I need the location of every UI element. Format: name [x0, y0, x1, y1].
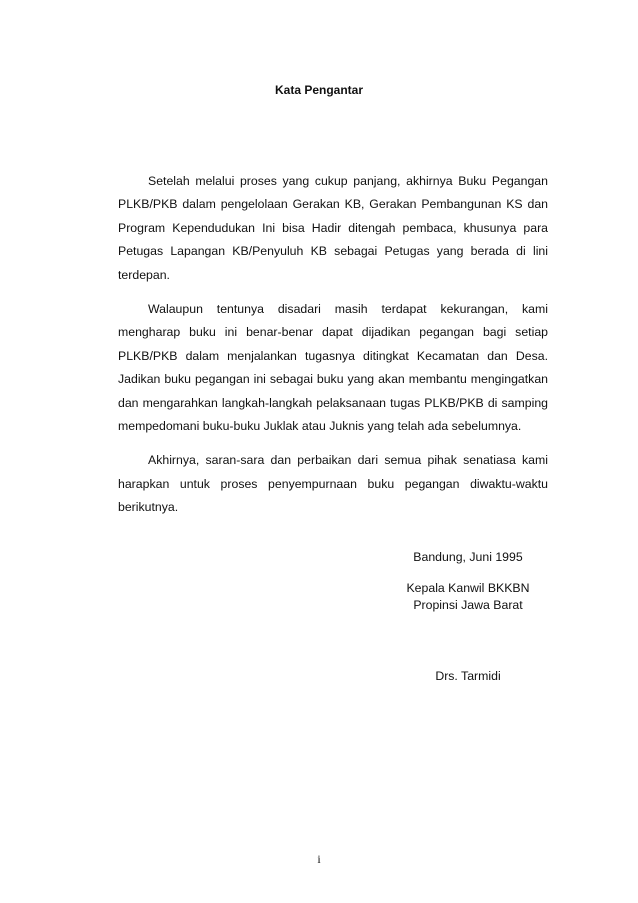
page-title: Kata Pengantar — [274, 83, 364, 97]
paragraph-1: Setelah melalui proses yang cukup panjang, akhirnya Buku Pegangan PLKB/PKB dalam pengelolaan Gerakan KB, Gerakan Pembangunan KS dan Program Kependudukan Ini bisa Hadir ditengah pembaca, khusunya para Petugas Lapangan KB/Penyuluh KB sebagai Petugas yang berada di lini terdepan. — [118, 174, 548, 282]
signature-position — [398, 580, 538, 614]
signature-position-line2: Propinsi Jawa Barat — [413, 598, 523, 612]
signature-name: Drs. Tarmidi — [435, 669, 501, 683]
body-text — [118, 170, 548, 531]
signature-position-line1: Kepala Kanwil BKKBN — [406, 581, 530, 595]
signature-place-date: Bandung, Juni 1995 — [413, 550, 523, 564]
paragraph-2: Walaupun tentunya disadari masih terdapat kekurangan, kami mengharap buku ini benar-benar dapat dijadikan pegangan bagi setiap PLKB/PKB dalam menjalankan tugasnya ditingkat Kecamatan dan Desa. Jadikan buku pegangan ini sebagai buku yang akan membantu mengingatkan dan mengarahkan langkah-langkah pelaksanaan tugas PLKB/PKB di samping mempedomani buku-buku Juklak atau Juknis yang telah ada sebelumnya. — [118, 302, 548, 434]
paragraph-3: Akhirnya, saran-sara dan perbaikan dari semua pihak senatiasa kami harapkan untuk proses penyempurnaan buku pegangan diwaktu-waktu berikutnya. — [118, 453, 548, 515]
page-number: i — [317, 852, 321, 866]
